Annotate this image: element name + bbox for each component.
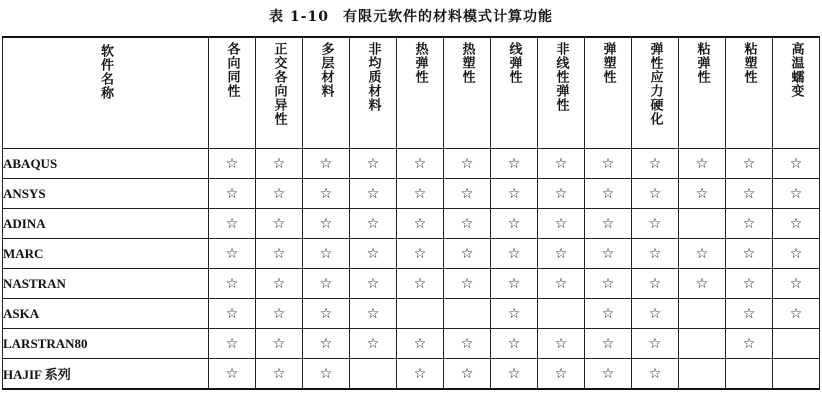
star-icon: ☆: [491, 269, 538, 299]
star-icon: ☆: [303, 239, 350, 269]
column-header: [444, 37, 491, 149]
star-icon: ☆: [773, 209, 820, 239]
star-icon: ☆: [773, 149, 820, 179]
table-row: [3, 209, 820, 239]
star-icon: ☆: [303, 299, 350, 329]
star-icon: ☆: [397, 269, 444, 299]
star-icon: ☆: [538, 179, 585, 209]
software-name: LARSTRAN80: [3, 329, 209, 359]
software-name: ABAQUS: [3, 149, 209, 179]
star-icon: ☆: [209, 179, 256, 209]
star-icon: ☆: [256, 329, 303, 359]
star-icon: ☆: [397, 209, 444, 239]
column-header-label: 热塑性: [459, 42, 475, 84]
column-header-label: 弹性应力硬化: [647, 42, 663, 126]
empty-cell: [397, 299, 444, 329]
star-icon: ☆: [209, 239, 256, 269]
column-header: [256, 37, 303, 149]
star-icon: ☆: [632, 299, 679, 329]
column-header: [397, 37, 444, 149]
star-icon: ☆: [585, 239, 632, 269]
star-icon: ☆: [209, 209, 256, 239]
empty-cell: [679, 329, 726, 359]
star-icon: ☆: [726, 329, 773, 359]
star-icon: ☆: [303, 329, 350, 359]
star-icon: ☆: [585, 209, 632, 239]
star-icon: ☆: [491, 239, 538, 269]
table-body: [3, 149, 820, 390]
star-icon: ☆: [350, 149, 397, 179]
star-icon: ☆: [773, 269, 820, 299]
software-name: ADINA: [3, 209, 209, 239]
column-header-label: 多层材料: [318, 42, 334, 98]
star-icon: ☆: [444, 239, 491, 269]
column-header-label: 高温蠕变: [788, 42, 804, 98]
star-icon: ☆: [256, 359, 303, 390]
empty-cell: [444, 299, 491, 329]
column-header-label: 线弹性: [506, 42, 522, 84]
column-header-label: 弹塑性: [600, 42, 616, 84]
star-icon: ☆: [538, 329, 585, 359]
star-icon: ☆: [444, 359, 491, 390]
star-icon: ☆: [773, 179, 820, 209]
empty-cell: [679, 299, 726, 329]
column-header-label: 粘塑性: [741, 42, 757, 84]
column-header-label: 非线性弹性: [553, 42, 569, 112]
empty-cell: [679, 209, 726, 239]
star-icon: ☆: [444, 179, 491, 209]
empty-cell: [773, 359, 820, 390]
star-icon: ☆: [585, 359, 632, 390]
empty-cell: [538, 299, 585, 329]
star-icon: ☆: [585, 299, 632, 329]
star-icon: ☆: [209, 299, 256, 329]
star-icon: ☆: [632, 149, 679, 179]
star-icon: ☆: [491, 299, 538, 329]
star-icon: ☆: [444, 269, 491, 299]
table-number: 表 1-10: [269, 9, 329, 25]
star-icon: ☆: [585, 179, 632, 209]
star-icon: ☆: [350, 329, 397, 359]
star-icon: ☆: [209, 149, 256, 179]
software-name: HAJIF 系列: [3, 359, 209, 390]
star-icon: ☆: [397, 179, 444, 209]
star-icon: ☆: [632, 269, 679, 299]
star-icon: ☆: [585, 329, 632, 359]
column-header: [209, 37, 256, 149]
star-icon: ☆: [350, 269, 397, 299]
column-header-label: 热弹性: [412, 42, 428, 84]
star-icon: ☆: [303, 209, 350, 239]
star-icon: ☆: [491, 359, 538, 390]
corner-header: [3, 37, 209, 149]
table-row: [3, 299, 820, 329]
star-icon: ☆: [679, 149, 726, 179]
star-icon: ☆: [773, 299, 820, 329]
star-icon: ☆: [538, 359, 585, 390]
star-icon: ☆: [256, 299, 303, 329]
star-icon: ☆: [726, 299, 773, 329]
star-icon: ☆: [350, 299, 397, 329]
star-icon: ☆: [632, 329, 679, 359]
column-header: [303, 37, 350, 149]
star-icon: ☆: [491, 179, 538, 209]
table-row: [3, 329, 820, 359]
star-icon: ☆: [538, 269, 585, 299]
star-icon: ☆: [491, 149, 538, 179]
column-header: [726, 37, 773, 149]
star-icon: ☆: [444, 329, 491, 359]
column-header: [491, 37, 538, 149]
star-icon: ☆: [726, 239, 773, 269]
column-header-label: 非均质材料: [365, 42, 381, 112]
star-icon: ☆: [491, 329, 538, 359]
empty-cell: [726, 359, 773, 390]
star-icon: ☆: [350, 239, 397, 269]
star-icon: ☆: [303, 359, 350, 390]
star-icon: ☆: [256, 269, 303, 299]
header-row: [3, 37, 820, 149]
empty-cell: [773, 329, 820, 359]
software-name: ANSYS: [3, 179, 209, 209]
table-row: [3, 179, 820, 209]
star-icon: ☆: [444, 209, 491, 239]
star-icon: ☆: [679, 269, 726, 299]
table-row: [3, 239, 820, 269]
star-icon: ☆: [632, 359, 679, 390]
star-icon: ☆: [726, 269, 773, 299]
column-header-label: 粘弹性: [694, 42, 710, 84]
table-row: [3, 269, 820, 299]
empty-cell: [350, 359, 397, 390]
star-icon: ☆: [209, 359, 256, 390]
column-header-label: 各向同性: [224, 42, 240, 98]
star-icon: ☆: [350, 179, 397, 209]
star-icon: ☆: [303, 149, 350, 179]
column-header: [585, 37, 632, 149]
star-icon: ☆: [585, 149, 632, 179]
star-icon: ☆: [726, 179, 773, 209]
star-icon: ☆: [632, 209, 679, 239]
star-icon: ☆: [397, 239, 444, 269]
star-icon: ☆: [538, 239, 585, 269]
empty-cell: [679, 359, 726, 390]
star-icon: ☆: [303, 269, 350, 299]
star-icon: ☆: [397, 359, 444, 390]
star-icon: ☆: [209, 329, 256, 359]
table-caption: [0, 6, 822, 28]
table-row: [3, 149, 820, 179]
star-icon: ☆: [679, 179, 726, 209]
star-icon: ☆: [726, 209, 773, 239]
star-icon: ☆: [256, 179, 303, 209]
star-icon: ☆: [773, 239, 820, 269]
column-header: [679, 37, 726, 149]
column-header-label: 正交各向异性: [271, 42, 287, 126]
star-icon: ☆: [256, 209, 303, 239]
column-header: [350, 37, 397, 149]
star-icon: ☆: [209, 269, 256, 299]
star-icon: ☆: [726, 149, 773, 179]
star-icon: ☆: [256, 239, 303, 269]
table-title: 有限元软件的材料模式计算功能: [342, 9, 553, 25]
table-row: [3, 359, 820, 390]
star-icon: ☆: [538, 209, 585, 239]
star-icon: ☆: [538, 149, 585, 179]
column-header: [538, 37, 585, 149]
column-header: [632, 37, 679, 149]
column-header: [773, 37, 820, 149]
software-name: NASTRAN: [3, 269, 209, 299]
star-icon: ☆: [256, 149, 303, 179]
software-name: ASKA: [3, 299, 209, 329]
material-model-table: [2, 36, 820, 390]
star-icon: ☆: [303, 179, 350, 209]
star-icon: ☆: [491, 209, 538, 239]
star-icon: ☆: [585, 269, 632, 299]
star-icon: ☆: [397, 149, 444, 179]
star-icon: ☆: [632, 179, 679, 209]
star-icon: ☆: [444, 149, 491, 179]
star-icon: ☆: [679, 239, 726, 269]
star-icon: ☆: [632, 239, 679, 269]
star-icon: ☆: [397, 329, 444, 359]
star-icon: ☆: [350, 209, 397, 239]
software-name: MARC: [3, 239, 209, 269]
corner-header-label: 软件名称: [98, 44, 113, 100]
